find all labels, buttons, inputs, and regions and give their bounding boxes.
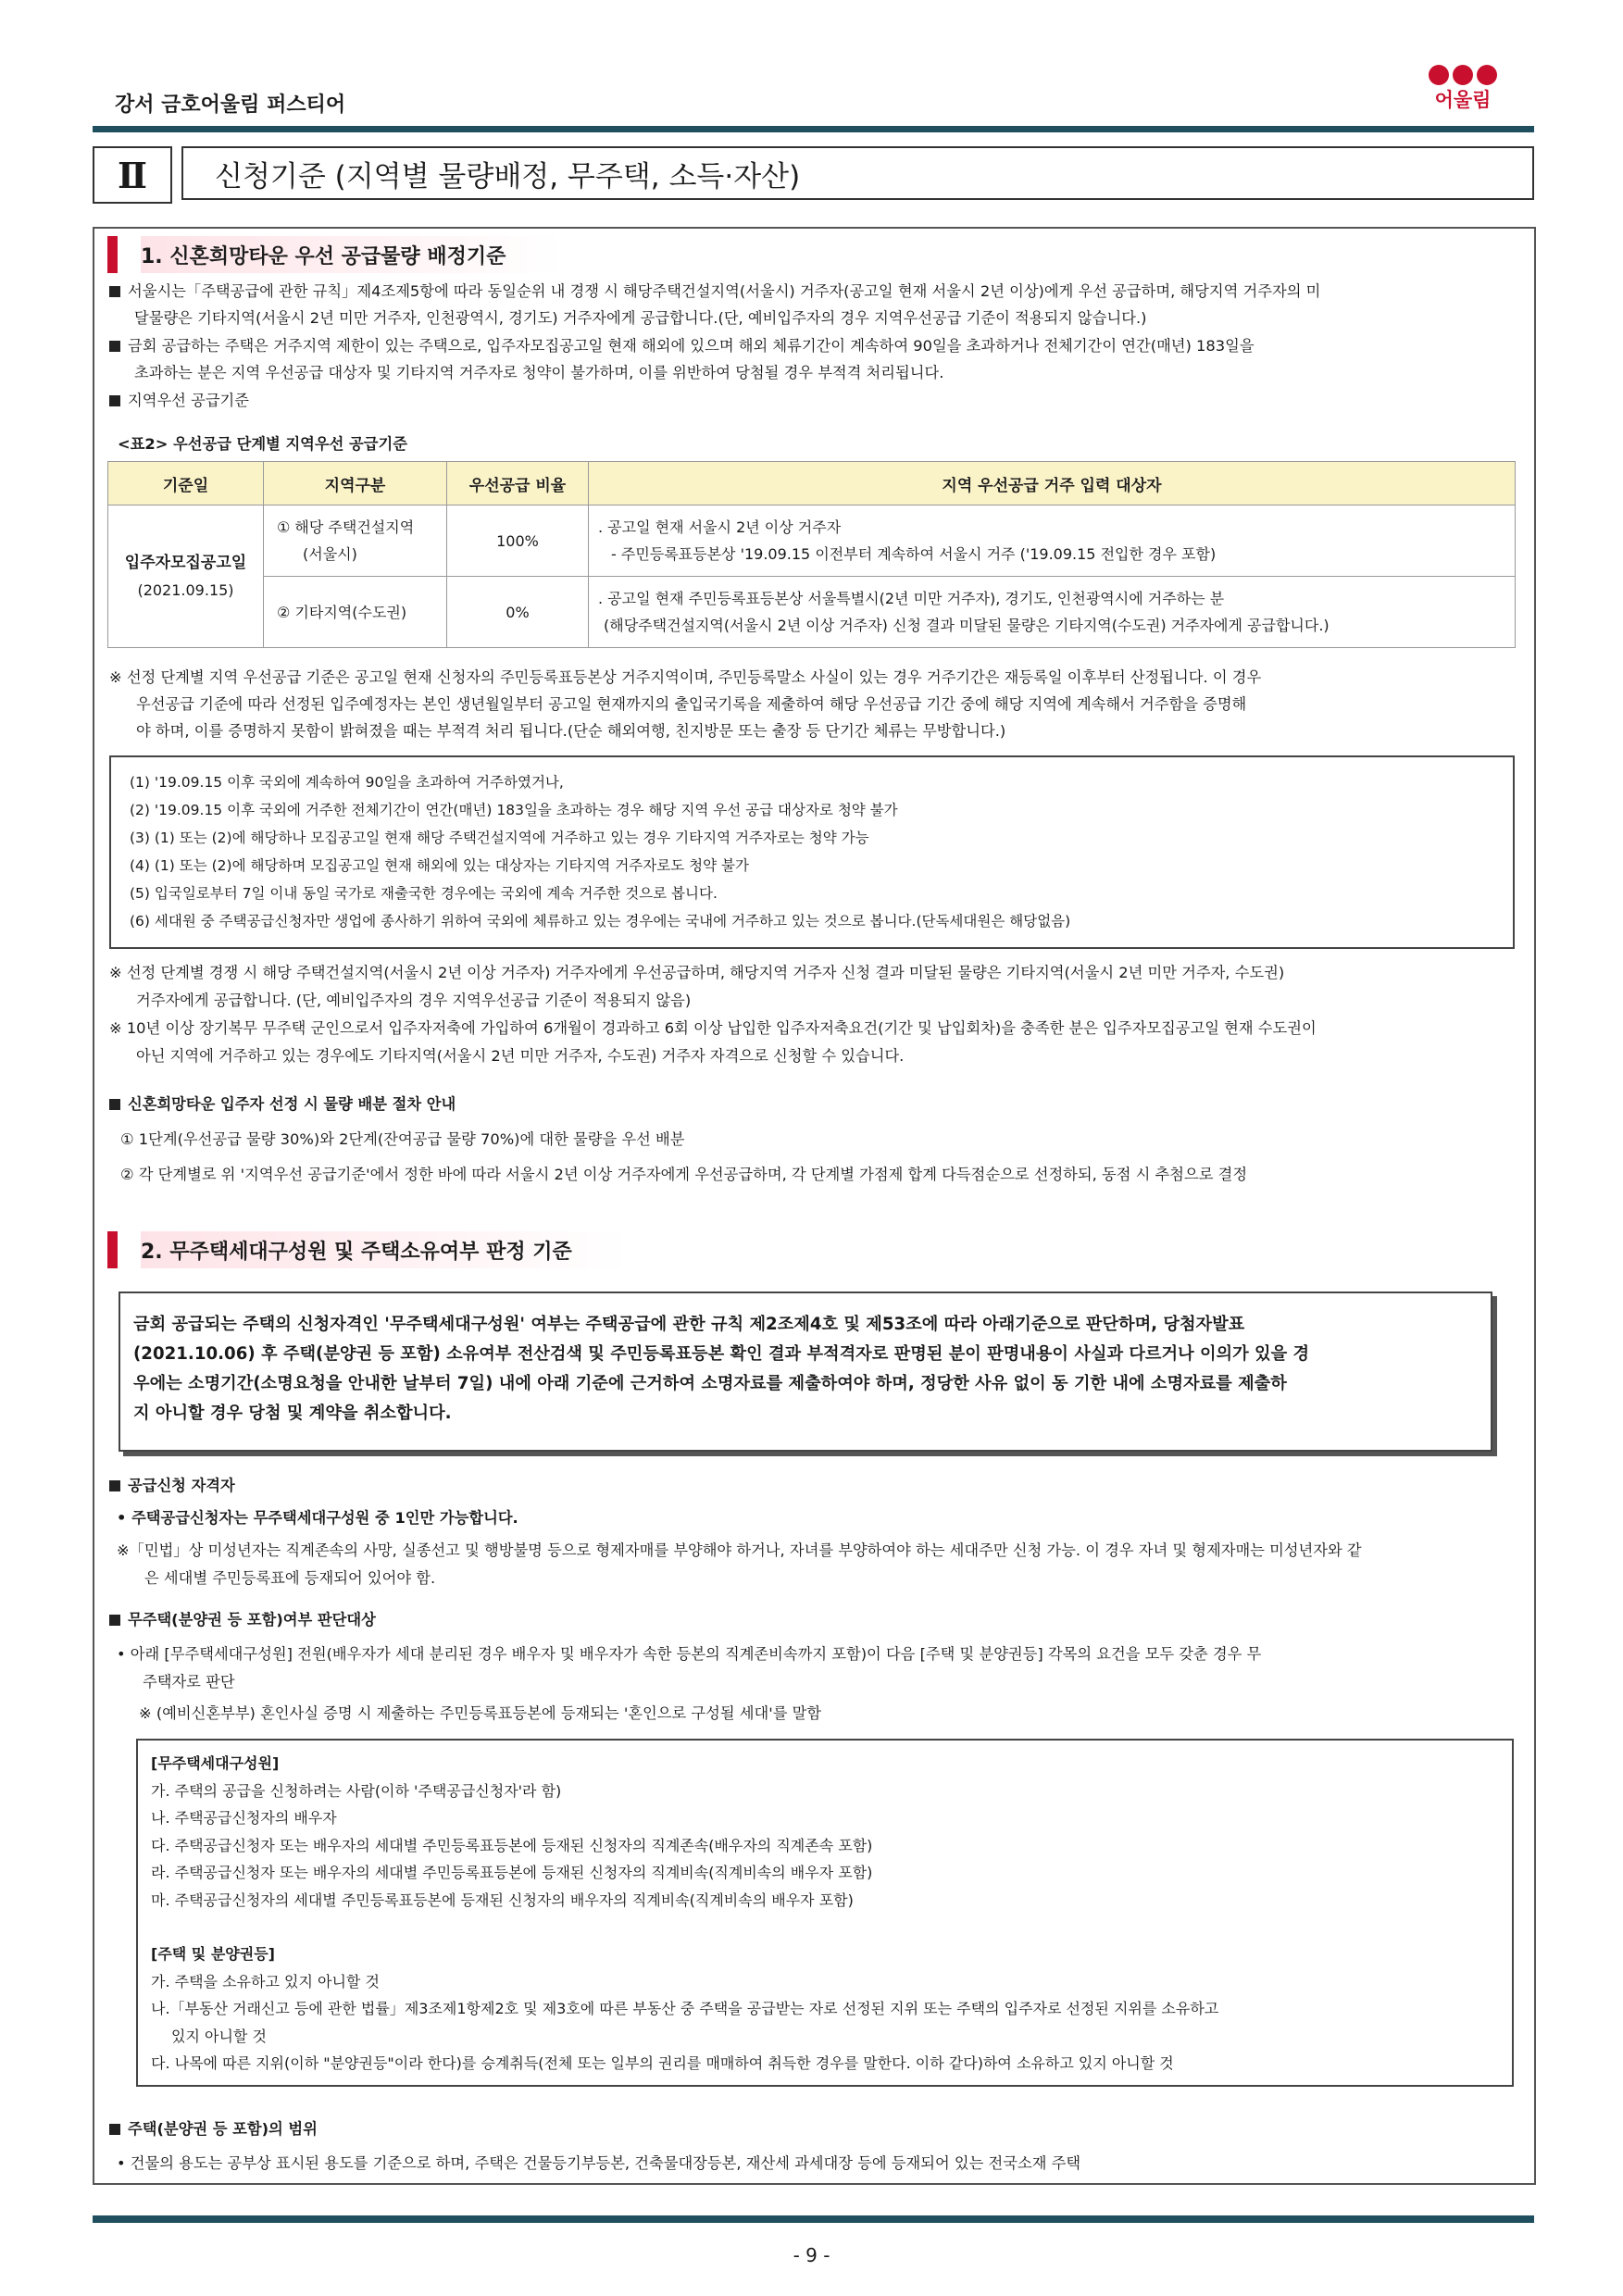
logo-dot-icon	[1477, 65, 1497, 85]
subsection-heading-1	[107, 236, 561, 273]
notice-line: 지 아니할 경우 당첨 및 계약을 취소합니다.	[133, 1404, 452, 1423]
table-cell-target: . 공고일 현재 서울시 2년 이상 거주자 - 주민등록표등본상 '19.09.15 이전부터 계속하여 서울시 거주 ('19.09.15 전입한 경우 포함)	[589, 505, 1516, 577]
header-rule	[93, 126, 1534, 132]
table-cell-ratio: 0%	[447, 577, 589, 648]
section-number: Ⅱ	[93, 146, 172, 204]
scope-item: • 건물의 용도는 공부상 표시된 용도를 기준으로 하며, 주택은 건물등기부등본, 건축물대장등본, 재산세 과세대장 등에 등재되어 있는 전국소재 주택	[117, 2154, 1081, 2172]
bullet-paragraph: 지역우선 공급기준	[109, 387, 249, 414]
note-paragraph-cont: 아닌 지역에 거주하고 있는 경우에도 기타지역(서울시 2년 미만 거주자, 수도권) 거주자 자격으로 신청할 수 있습니다.	[136, 1047, 905, 1065]
definition-item: 라. 주택공급신청자 또는 배우자의 세대별 주민등록표등본에 등재된 신청자의 직계비속(직계비속의 배우자 포함)	[151, 1864, 873, 1881]
definition-item-cont: 있지 아니할 것	[171, 2027, 267, 2045]
procedure-item: ② 각 단계별로 위 '지역우선 공급기준'에서 정한 바에 따라 서울시 2년 이상 거주자에게 우선공급하며, 각 단계별 가점제 합계 다득점순으로 선정하되, 동점 시 추첨으로 결정	[120, 1166, 1248, 1183]
subsection-heading-text: 2. 무주택세대구성원 및 주택소유여부 판정 기준	[141, 1240, 572, 1264]
logo-dot-icon	[1453, 65, 1473, 85]
definition-item: 가. 주택의 공급을 신청하려는 사람(이하 '주택공급신청자'라 함)	[151, 1781, 562, 1800]
brand-logo	[1421, 65, 1504, 114]
section-title: 신청기준 (지역별 물량배정, 무주택, 소득·자산)	[181, 146, 1534, 200]
rule-item: (1) '19.09.15 이후 국외에 계속하여 90일을 초과하여 거주하였거나,	[130, 774, 564, 791]
logo-dot-icon	[1429, 65, 1449, 85]
square-bullet-icon	[109, 286, 120, 297]
target-title: 무주택(분양권 등 포함)여부 판단대상	[109, 1606, 376, 1633]
definition-item: 나.「부동산 거래신고 등에 관한 법률」제3조제1항제2호 및 제3호에 따른 부동산 중 주택을 공급받는 자로 선정된 지위 또는 주택의 입주자로 선정된 지위를 소유하고	[151, 2000, 1219, 2017]
rule-item: (2) '19.09.15 이후 국외에 거주한 전체기간이 연간(매년) 183일을 초과하는 경우 해당 지역 우선 공급 대상자로 청약 불가	[130, 802, 898, 818]
page-number: - 9 -	[793, 2244, 830, 2266]
target-item-cont: 주택자로 판단	[143, 1673, 235, 1691]
note-paragraph-cont: 야 하며, 이를 증명하지 못함이 밝혀졌을 때는 부적격 처리 됩니다.(단순 해외여행, 친지방문 또는 출장 등 단기간 체류는 무방합니다.)	[136, 722, 1006, 740]
overseas-stay-rules-box	[109, 755, 1515, 949]
notice-box	[119, 1292, 1492, 1452]
rule-item: (6) 세대원 중 주택공급신청자만 생업에 종사하기 위하여 국외에 체류하고 있는 경우에는 국내에 거주하고 있는 것으로 봅니다.(단독세대원은 해당없음)	[130, 913, 1071, 930]
rule-item: (4) (1) 또는 (2)에 해당하며 모집공고일 현재 해외에 있는 대상자는 기타지역 거주자로도 청약 불가	[130, 857, 749, 874]
target-note: ※ (예비신혼부부) 혼인사실 증명 시 제출하는 주민등록표등본에 등재되는 '혼인으로 구성될 세대'를 말함	[139, 1704, 822, 1722]
notice-line: (2021.10.06) 후 주택(분양권 등 포함) 소유여부 전산검색 및 주민등록표등본 확인 결과 부적격자로 판명된 분이 판명내용이 사실과 다르거나 이의가 있을 경	[133, 1344, 1310, 1364]
procedure-title: 신혼희망타운 입주자 선정 시 물량 배분 절차 안내	[109, 1091, 456, 1117]
note-paragraph: ※ 10년 이상 장기복무 무주택 군인으로서 입주자저축에 가입하여 6개월이 경과하고 6회 이상 납입한 입주자저축요건(기간 및 납입회차)을 충족한 분은 입주자모집공고일 현재 수도권이	[109, 1019, 1317, 1037]
square-bullet-icon	[109, 1099, 120, 1110]
definitions-group-title: [주택 및 분양권등]	[151, 1945, 275, 1963]
note-paragraph: ※ 선정 단계별 지역 우선공급 기준은 공고일 현재 신청자의 주민등록표등본상 거주지역이며, 주민등록말소 사실이 있는 경우 거주기간은 재등록일 이후부터 산정됩니다. 이 경우	[109, 668, 1262, 686]
rule-item: (3) (1) 또는 (2)에 해당하나 모집공고일 현재 해당 주택건설지역에 거주하고 있는 경우 기타지역 거주자로는 청약 가능	[130, 830, 869, 846]
table-header: 기준일	[108, 462, 264, 505]
definition-item: 나. 주택공급신청자의 배우자	[151, 1809, 337, 1827]
note-paragraph-cont: 거주자에게 공급합니다. (단, 예비입주자의 경우 지역우선공급 기준이 적용되지 않음)	[136, 992, 692, 1009]
procedure-item: ① 1단계(우선공급 물량 30%)와 2단계(잔여공급 물량 70%)에 대한 물량을 우선 배분	[120, 1130, 685, 1148]
note-paragraph: ※ 선정 단계별 경쟁 시 해당 주택건설지역(서울시 2년 이상 거주자) 거주자에게 우선공급하며, 해당지역 거주자 신청 결과 미달된 물량은 기타지역(서울시 2년 미만 거주자, 수도권)	[109, 964, 1285, 981]
definition-item: 다. 나목에 따른 지위(이하 "분양권등"이라 한다)를 승계취득(전체 또는 일부의 권리를 매매하여 취득한 경우를 말한다. 이하 같다)하여 소유하고 있지 아니할 것	[151, 2054, 1174, 2072]
table-header: 우선공급 비율	[447, 462, 589, 505]
square-bullet-icon	[109, 1480, 120, 1491]
table-cell-region: ② 기타지역(수도권)	[264, 577, 447, 648]
subsection-heading-2	[107, 1231, 628, 1268]
bullet-paragraph: 금회 공급하는 주택은 거주지역 제한이 있는 주택으로, 입주자모집공고일 현재 해외에 있으며 해외 체류기간이 계속하여 90일을 초과하거나 전체기간이 연간(매년) 183일을	[109, 332, 1255, 359]
eligibility-item: • 주택공급신청자는 무주택세대구성원 중 1인만 가능합니다.	[117, 1509, 518, 1527]
bullet-paragraph-cont: 달물량은 기타지역(서울시 2년 미만 거주자, 인천광역시, 경기도) 거주자에게 공급합니다.(단, 예비입주자의 경우 지역우선공급 기준이 적용되지 않습니다.)	[134, 309, 1147, 327]
rule-item: (5) 입국일로부터 7일 이내 동일 국가로 재출국한 경우에는 국외에 계속 거주한 것으로 봅니다.	[130, 885, 718, 902]
definition-item: 다. 주택공급신청자 또는 배우자의 세대별 주민등록표등본에 등재된 신청자의 직계존속(배우자의 직계존속 포함)	[151, 1836, 873, 1854]
heading-accent-bar	[107, 236, 118, 273]
scope-title: 주택(분양권 등 포함)의 범위	[109, 2115, 318, 2142]
definition-item: 마. 주택공급신청자의 세대별 주민등록표등본에 등재된 신청자의 배우자의 직계비속(직계비속의 배우자 포함)	[151, 1890, 854, 1909]
eligibility-title: 공급신청 자격자	[109, 1472, 235, 1499]
definition-item: 가. 주택을 소유하고 있지 아니할 것	[151, 1972, 380, 1990]
heading-accent-bar	[107, 1231, 118, 1268]
table-caption: <표2> 우선공급 단계별 지역우선 공급기준	[118, 435, 407, 453]
target-item: • 아래 [무주택세대구성원] 전원(배우자가 세대 분리된 경우 배우자 및 배우자가 속한 등본의 직계존비속까지 포함)이 다음 [주택 및 분양권등] 각목의 요건을 모두 갖춘 경우 무	[117, 1645, 1262, 1663]
subsection-heading-text: 1. 신혼희망타운 우선 공급물량 배정기준	[141, 244, 506, 268]
square-bullet-icon	[109, 1615, 120, 1626]
document-title: 강서 금호어울림 퍼스티어	[115, 94, 346, 117]
table-cell-region: ① 해당 주택건설지역 (서울시)	[264, 505, 447, 577]
eligibility-note-cont: 은 세대별 주민등록표에 등재되어 있어야 함.	[144, 1569, 436, 1587]
footer-rule	[93, 2215, 1534, 2223]
logo-text: 어울림	[1434, 89, 1492, 111]
definitions-group-title: [무주택세대구성원]	[151, 1754, 280, 1772]
definitions-box	[136, 1739, 1514, 2087]
table-header: 지역 우선공급 거주 입력 대상자	[589, 462, 1516, 505]
square-bullet-icon	[109, 341, 120, 352]
table-cell-target: . 공고일 현재 주민등록표등본상 서울특별시(2년 미만 거주자), 경기도, 인천광역시에 거주하는 분 (해당주택건설지역(서울시 2년 이상 거주자) 신청 결과 미달된 물량은 기타지역(수도권) 거주자에게 공급합니다.)	[589, 577, 1516, 648]
region-priority-table	[107, 461, 1516, 648]
bullet-paragraph-cont: 초과하는 분은 지역 우선공급 대상자 및 기타지역 거주자로 청약이 불가하며, 이를 위반하여 당첨될 경우 부적격 처리됩니다.	[134, 364, 944, 381]
notice-line: 금회 공급되는 주택의 신청자격인 '무주택세대구성원' 여부는 주택공급에 관한 규칙 제2조제4호 및 제53조에 따라 아래기준으로 판단하며, 당첨자발표	[133, 1315, 1245, 1334]
square-bullet-icon	[109, 2124, 120, 2135]
eligibility-note: ※「민법」상 미성년자는 직계존속의 사망, 실종선고 및 행방불명 등으로 형제자매를 부양해야 하거나, 자녀를 부양하여야 하는 세대주만 신청 가능. 이 경우 자녀 및 형제자매는 미성년자와 같	[117, 1541, 1362, 1559]
table-cell-date: 입주자모집공고일 (2021.09.15)	[108, 505, 264, 648]
note-paragraph-cont: 우선공급 기준에 따라 선정된 입주예정자는 본인 생년월일부터 공고일 현재까지의 출입국기록을 제출하여 해당 우선공급 기간 중에 해당 지역에 계속해서 거주함을 증명해	[136, 695, 1247, 713]
square-bullet-icon	[109, 395, 120, 406]
notice-line: 우에는 소명기간(소명요청을 안내한 날부터 7일) 내에 아래 기준에 근거하여 소명자료를 제출하여야 하며, 정당한 사유 없이 동 기한 내에 소명자료를 제출하	[133, 1374, 1287, 1393]
table-cell-ratio: 100%	[447, 505, 589, 577]
table-header: 지역구분	[264, 462, 447, 505]
bullet-paragraph: 서울시는「주택공급에 관한 규칙」제4조제5항에 따라 동일순위 내 경쟁 시 해당주택건설지역(서울시) 거주자(공고일 현재 서울시 2년 이상)에게 우선 공급하며, 해당지역 거주자의 미	[109, 278, 1320, 305]
